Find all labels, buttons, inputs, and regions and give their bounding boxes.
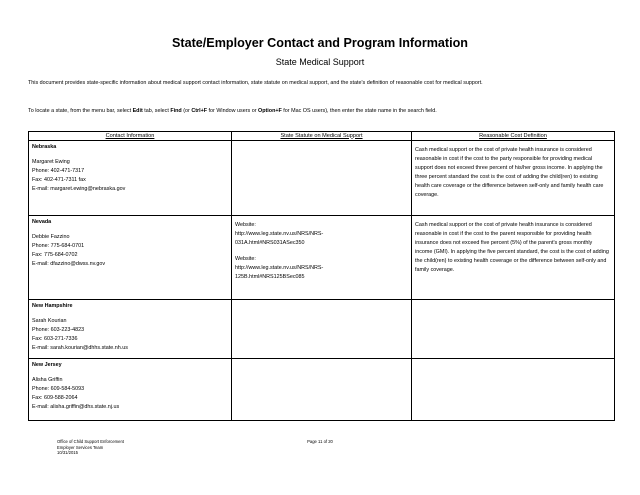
header-reasonable-cost: Reasonable Cost Definition: [412, 132, 615, 141]
state-name: Nevada: [32, 219, 52, 225]
howto-option: Option+F: [258, 108, 282, 114]
contact-cell: [29, 216, 232, 300]
howto-ctrl: Ctrl+F: [191, 108, 208, 114]
page-number: Page 11 of 20: [307, 439, 333, 444]
search-instructions: [28, 107, 613, 115]
contact-cell: [29, 300, 232, 359]
statute-1-url-a[interactable]: http://www.leg.state.nv.us/NRS/NRS-: [235, 231, 324, 237]
statute-2-url-b[interactable]: 125B.html#NRS125BSec085: [235, 274, 305, 280]
contact-phone: Phone: 603-223-4823: [32, 327, 85, 333]
contact-phone: Phone: 609-584-5093: [32, 386, 85, 392]
cost-definition: Cash medical support or the cost of private health insurance is considered reasonable in cost if the cost to the parent responsible for providing health insurance does not exceed five percent (5%) of the parent's gross monthly income (GMI). In applying the five percent standard, the cost is the cost of adding the child(ren) to existing health coverage or the difference between self-only and family coverage.: [415, 222, 609, 273]
contact-fax: Fax: 402-471-7311 fax: [32, 177, 86, 183]
table-header-row: [29, 132, 615, 141]
contact-phone: Phone: 775-684-0701: [32, 243, 85, 249]
intro-paragraph: This document provides state-specific information about medical support contact information, state statute on medical support, and the state's definition of reasonable cost for medical support.: [28, 80, 483, 86]
table-row: [29, 216, 615, 300]
footer-date: 10/31/2015: [57, 450, 78, 456]
state-name: New Jersey: [32, 362, 62, 368]
contact-email[interactable]: E-mail: sarah.kourian@dhhs.state.nh.us: [32, 345, 128, 351]
contact-email[interactable]: E-mail: margaret.ewing@nebraska.gov: [32, 186, 126, 192]
page-subtitle: State Medical Support: [275, 57, 365, 67]
table-row: [29, 359, 615, 421]
howto-mid1: tab, select: [142, 108, 171, 114]
contact-fax: Fax: 603-271-7336: [32, 336, 78, 342]
statute-2-url-a[interactable]: http://www.leg.state.nv.us/NRS/NRS-: [235, 265, 324, 271]
statute-cell: [232, 359, 412, 421]
howto-edit: Edit: [132, 108, 143, 114]
howto-suffix: for Mac OS users), then enter the state name in the search field.: [281, 108, 437, 114]
footer-team: Employer Services Team: [57, 444, 104, 450]
cost-definition: Cash medical support or the cost of private health insurance is considered reasonable in cost if the cost to the party responsible for providing medical support does not exceed three percent of his/her gross income. In applying the three percent standard the cost is the cost of adding the child(ren) to existing health care coverage or the difference between self-only and family health care coverage.: [415, 147, 604, 198]
statute-gap: [235, 248, 408, 255]
cost-cell: [412, 141, 615, 216]
contact-email[interactable]: E-mail: alisha.griffin@dhs.state.nj.us: [32, 404, 120, 410]
statute-cell: [232, 216, 412, 300]
page-title: State/Employer Contact and Program Information: [172, 36, 468, 50]
cost-cell: [412, 216, 615, 300]
contact-cell: [29, 141, 232, 216]
statute-1-label: Website:: [235, 222, 256, 228]
contact-name: Sarah Kourian: [32, 318, 67, 324]
header-contact-information: Contact Information: [29, 132, 232, 141]
contact-phone: Phone: 402-471-7317: [32, 168, 85, 174]
contact-name: Alisha Griffin: [32, 377, 63, 383]
cost-cell: [412, 359, 615, 421]
contact-cell: [29, 359, 232, 421]
cost-cell: [412, 300, 615, 359]
state-info-table: [28, 131, 615, 421]
table-row: [29, 141, 615, 216]
contact-email[interactable]: E-mail: dfazzino@dwss.nv.gov: [32, 261, 106, 267]
statute-cell: [232, 300, 412, 359]
header-state-statute: State Statute on Medical Support: [232, 132, 412, 141]
contact-fax: Fax: 775-684-0702: [32, 252, 78, 258]
howto-mid2: (or: [181, 108, 192, 114]
howto-prefix: To locate a state, from the menu bar, select: [28, 108, 133, 114]
contact-name: Margaret Ewing: [32, 159, 70, 165]
statute-1-url-b[interactable]: 031A.html#NRS031ASec350: [235, 240, 305, 246]
contact-fax: Fax: 609-588-2064: [32, 395, 78, 401]
state-name: New Hampshire: [32, 303, 73, 309]
howto-find: Find: [170, 108, 182, 114]
table-row: [29, 300, 615, 359]
statute-2-label: Website:: [235, 256, 256, 262]
footer-office: Office of Child Support Enforcement: [57, 439, 124, 444]
contact-name: Debbie Fazzino: [32, 234, 70, 240]
state-name: Nebraska: [32, 144, 57, 150]
statute-cell: [232, 141, 412, 216]
howto-mid3: for Window users or: [207, 108, 258, 114]
